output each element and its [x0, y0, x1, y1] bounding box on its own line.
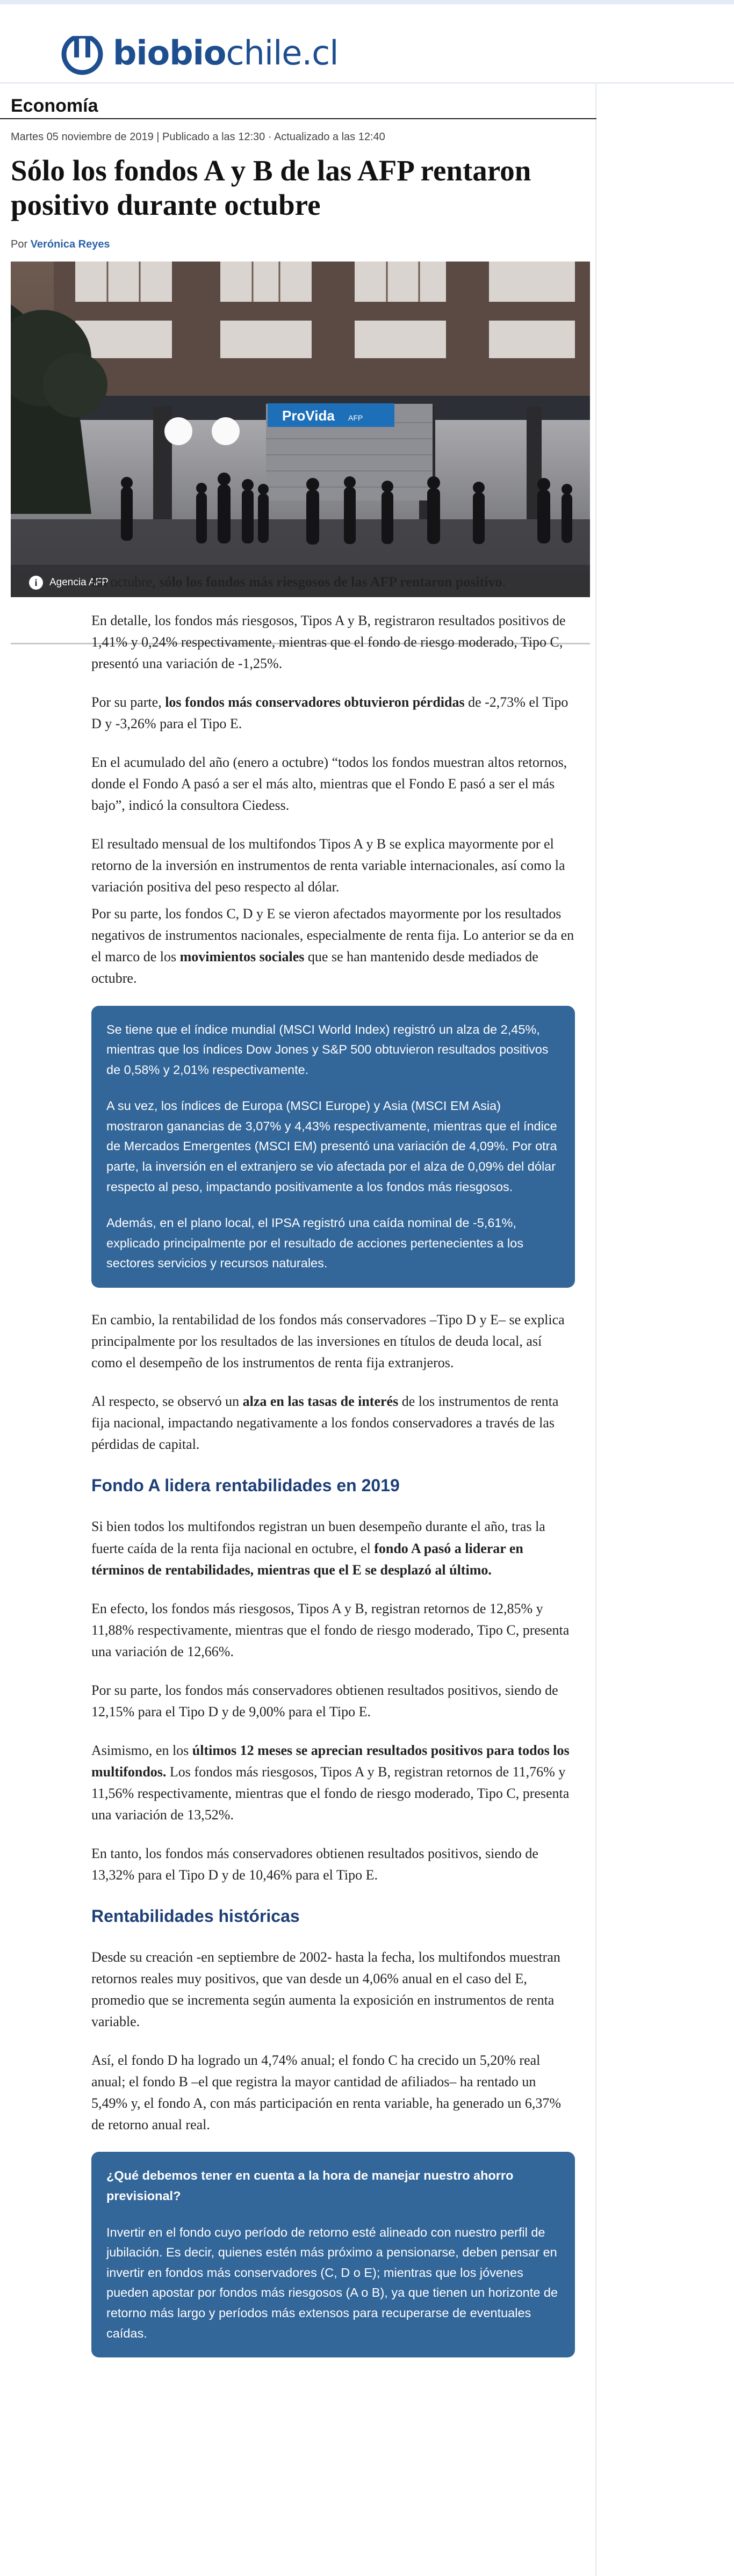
paragraph: En efecto, los fondos más riesgosos, Tipos A y B, registran retornos de 12,85% y 11,88% respectivamente, mientras que el fondo de riesgo moderado, Tipo C, presenta una variación de 12,66%. — [91, 1600, 570, 1659]
paragraph: En cambio, la rentabilidad de los fondos más conservadores –Tipo D y E– se explica principalmente por los resultados de las inversiones en títulos de deuda local, así como el desempeño de los instrumentos de renta fija extranjeros. — [91, 1312, 565, 1371]
author-link[interactable]: Verónica Reyes — [30, 238, 110, 250]
paragraph: El resultado mensual de los multifondos Tipos A y B se explica mayormente por el retorno de la inversión en instrumentos de renta variable internacionales, así como la variación positiva del peso respecto al dólar. — [91, 836, 565, 895]
market-info-box — [91, 1006, 575, 1288]
info-icon[interactable]: i — [29, 576, 43, 590]
photo-credit-text: Agencia AFP — [49, 577, 109, 588]
advice-box — [91, 2152, 575, 2357]
paragraph: En octubre, sólo los fondos más riesgosos de las AFP rentaron positivo. — [91, 574, 506, 590]
section-bar — [0, 89, 596, 119]
subheading-fondo-a: Fondo A lidera rentabilidades en 2019 — [91, 1476, 400, 1496]
advice-answer: Invertir en el fondo cuyo período de retorno esté alineado con nuestro perfil de jubilación. Es decir, quienes estén más próximo a pensionarse, deben pensar en invertir en fondos más conservadores (C, D o E); mientras que los jóvenes pueden apostar por fondos más riesgosos (A o B), ya que tienen un horizonte de retorno más largo y períodos más extensos para recuperarse de eventuales caídas. — [106, 2225, 558, 2340]
paragraph: Por su parte, los fondos más conservadores obtienen resultados positivos, siendo de 12,15% para el Tipo D y de 9,00% para el Tipo E. — [91, 1682, 558, 1719]
top-strip — [0, 0, 734, 4]
byline — [11, 238, 110, 251]
paragraph: Asimismo, en los últimos 12 meses se aprecian resultados positivos para todos los multifondos. Los fondos más riesgosos, Tipos A y B, registran retornos de 11,76% y 11,56% respectivamente, mientras que el fondo de riesgo moderado, Tipo C, presenta una variación de 13,52%. — [91, 1742, 570, 1823]
paragraph: Por su parte, los fondos C, D y E se vieron afectados mayormente por los resultados negativos de instrumentos nacionales, especialmente de renta fija. Lo anterior se da en el marco de los movimientos sociales que se han mantenido desde mediados de octubre. — [91, 906, 574, 986]
box-paragraph: Se tiene que el índice mundial (MSCI World Index) registró un alza de 2,45%, mientras que los índices Dow Jones y S&P 500 obtuvieron resultados positivos de 0,58% y 2,01% respectivamente. — [106, 1022, 549, 1077]
svg-text:ProVida: ProVida — [282, 408, 335, 424]
article-photo — [11, 262, 590, 597]
box-paragraph: A su vez, los índices de Europa (MSCI Europe) y Asia (MSCI EM Asia) mostraron ganancias de 3,07% y 4,43% respectivamente, mientras que el índice de Mercados Emergentes (MSCI EM) presentó una variación de 4,09%. Por otra parte, la inversión en el extranjero se vio afectada por el alza de 0,09% del dólar respecto al peso, impactando positivamente a los fondos más riesgosos. — [106, 1099, 557, 1194]
paragraph: Si bien todos los multifondos registran un buen desempeño durante el año, tras la fuerte caída de la renta fija nacional en octubre, el fondo A pasó a liderar en términos de rentabilidades, mientras que el E se desplazó al último. — [91, 1519, 545, 1578]
paragraph: Al respecto, se observó un alza en las tasas de interés de los instrumentos de renta fija nacional, impactando negativamente a los fondos conservadores a través de las pérdidas de capital. — [91, 1394, 559, 1453]
article-title: Sólo los fondos A y B de las AFP rentaron positivo durante octubre — [11, 154, 531, 221]
paragraph: Por su parte, los fondos más conservadores obtuvieron pérdidas de -2,73% el Tipo D y -3,26% para el Tipo E. — [91, 694, 569, 732]
paragraph: En el acumulado del año (enero a octubre) “todos los fondos muestran altos retornos, donde el Fondo A pasó a ser el más alto, mientras que el Fondo E pasó a ser el más bajo”, indicó la consultora Ciedess. — [91, 754, 567, 814]
byline-prefix: Por — [11, 238, 28, 250]
section-link-economia[interactable]: Economía — [11, 96, 98, 116]
advice-question: ¿Qué debemos tener en cuenta a la hora de manejar nuestro ahorro previsional? — [106, 2168, 514, 2203]
logo-icon — [59, 30, 105, 76]
paragraph: Desde su creación -en septiembre de 2002- hasta la fecha, los multifondos muestran retornos reales muy positivos, que van desde un 4,06% anual en el caso del E, promedio que se incrementa según aumenta la exposición en instrumentos de renta variable. — [91, 1949, 560, 2030]
paragraph: En tanto, los fondos más conservadores obtienen resultados positivos, siendo de 13,32% para el Tipo D y de 10,46% para el Tipo E. — [91, 1845, 538, 1883]
article-body — [91, 571, 575, 2379]
photo-illustration — [11, 262, 590, 597]
logo-wordmark: biobiochile.cl — [113, 33, 339, 72]
subheading-rentabilidades-historicas: Rentabilidades históricas — [91, 1906, 300, 1926]
box-paragraph: Además, en el plano local, el IPSA registró una caída nominal de -5,61%, explicado principalmente por el resultado de acciones pertenecientes a los sectores servicios y recursos naturales. — [106, 1216, 523, 1271]
site-header — [0, 4, 734, 84]
paragraph: En detalle, los fondos más riesgosos, Tipos A y B, registraron resultados positivos de 1,41% y 0,24% respectivamente, mientras que el fondo de riesgo moderado, Tipo C, presentó una variación de -1,25%. — [91, 613, 566, 672]
article-meta: Martes 05 noviembre de 2019 | Publicado a las 12:30 · Actualizado a las 12:40 — [11, 131, 385, 143]
paragraph: Así, el fondo D ha logrado un 4,74% anual; el fondo C ha crecido un 5,20% real anual; el fondo B –el que registra la mayor cantidad de afiliados– ha rentado un 5,49% y, el fondo A, con más participación en renta variable, ha generado un 6,37% de retorno anual real. — [91, 2052, 562, 2133]
svg-text:AFP: AFP — [348, 413, 363, 422]
site-logo[interactable] — [59, 26, 338, 79]
